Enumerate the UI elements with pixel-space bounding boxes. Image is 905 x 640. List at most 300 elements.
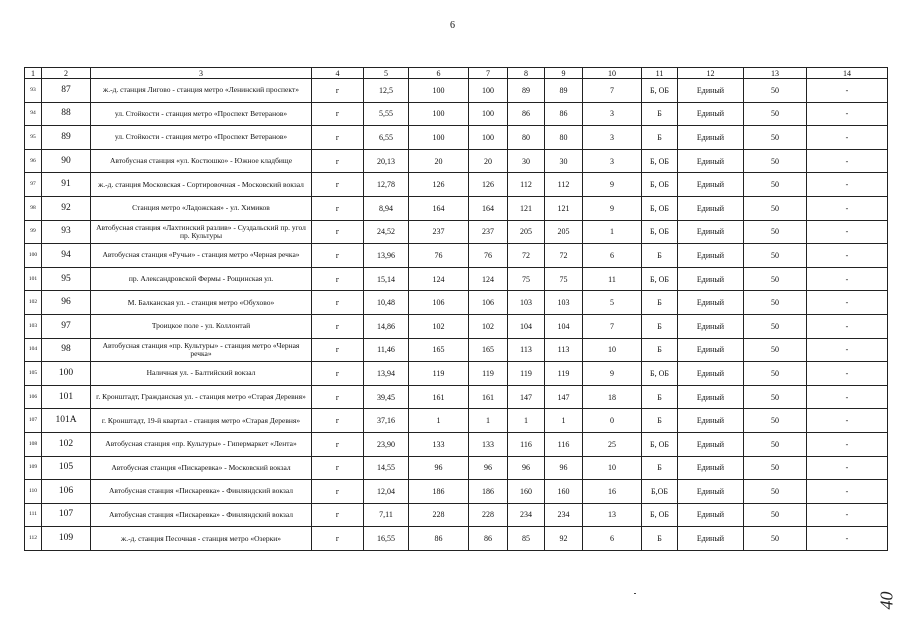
table-cell: 7,11 (364, 503, 409, 527)
table-cell: 106 (469, 291, 508, 315)
table-cell: 3 (583, 102, 642, 126)
column-number-cell: 13 (744, 68, 807, 79)
table-cell: 112 (25, 527, 42, 551)
table-cell: Б, ОБ (642, 362, 678, 386)
table-cell: 50 (744, 314, 807, 338)
table-cell: 108 (25, 432, 42, 456)
table-cell: 100 (409, 102, 469, 126)
table-cell: Единый (678, 409, 744, 433)
table-cell: Единый (678, 291, 744, 315)
table-cell: 30 (508, 149, 545, 173)
table-cell: г (312, 267, 364, 291)
table-cell: ул. Стойкости - станция метро «Проспект Ветеранов» (91, 126, 312, 150)
table-cell: - (807, 196, 888, 220)
table-cell: 8,94 (364, 196, 409, 220)
table-cell: 100 (25, 244, 42, 268)
table-cell: 98 (42, 338, 91, 362)
routes-table (24, 67, 888, 551)
table-cell: 80 (508, 126, 545, 150)
table-cell: 97 (25, 173, 42, 197)
table-row (25, 244, 888, 268)
table-cell: 15,14 (364, 267, 409, 291)
scan-speck (634, 593, 636, 594)
table-cell: 76 (409, 244, 469, 268)
table-cell: Б, ОБ (642, 503, 678, 527)
table-cell: 126 (409, 173, 469, 197)
table-cell: 104 (545, 314, 583, 338)
table-cell: 89 (42, 126, 91, 150)
table-cell: 6 (583, 244, 642, 268)
table-cell: 9 (583, 362, 642, 386)
table-cell: 20 (409, 149, 469, 173)
table-cell: г (312, 480, 364, 504)
table-cell: 88 (42, 102, 91, 126)
table-cell: 50 (744, 126, 807, 150)
table-cell: 107 (42, 503, 91, 527)
table-cell: 133 (469, 432, 508, 456)
table-cell: 165 (409, 338, 469, 362)
table-cell: 50 (744, 362, 807, 386)
table-cell: Б (642, 102, 678, 126)
table-cell: Б, ОБ (642, 149, 678, 173)
table-cell: - (807, 456, 888, 480)
table-cell: 50 (744, 267, 807, 291)
table-cell: 92 (545, 527, 583, 551)
table-cell: 102 (25, 291, 42, 315)
table-cell: Б (642, 244, 678, 268)
table-cell: Б, ОБ (642, 220, 678, 244)
table-cell: 11,46 (364, 338, 409, 362)
table-cell: 1 (545, 409, 583, 433)
table-cell: 186 (469, 480, 508, 504)
table-cell: 50 (744, 456, 807, 480)
table-cell: 133 (409, 432, 469, 456)
table-cell: 95 (25, 126, 42, 150)
table-cell: пр. Александровской Фермы - Рощинская ул. (91, 267, 312, 291)
table-cell: 9 (583, 196, 642, 220)
table-cell: 103 (25, 314, 42, 338)
table-cell: Б (642, 527, 678, 551)
table-cell: 99 (25, 220, 42, 244)
table-cell: 186 (409, 480, 469, 504)
table-cell: 102 (42, 432, 91, 456)
table-cell: 160 (508, 480, 545, 504)
table-cell: г (312, 456, 364, 480)
table-cell: 90 (42, 149, 91, 173)
table-cell: - (807, 244, 888, 268)
table-cell: 96 (409, 456, 469, 480)
table-cell: 0 (583, 409, 642, 433)
table-cell: 13,96 (364, 244, 409, 268)
table-row (25, 126, 888, 150)
table-cell: 237 (409, 220, 469, 244)
table-cell: 87 (42, 79, 91, 103)
table-cell: 16 (583, 480, 642, 504)
table-row (25, 338, 888, 362)
table-cell: 85 (508, 527, 545, 551)
table-cell: 3 (583, 126, 642, 150)
table-cell: - (807, 102, 888, 126)
table-cell: 37,16 (364, 409, 409, 433)
table-cell: Б (642, 314, 678, 338)
page-number: 6 (450, 20, 455, 31)
table-cell: 72 (545, 244, 583, 268)
table-cell: - (807, 480, 888, 504)
table-cell: Б (642, 126, 678, 150)
table-cell: М. Балканская ул. - станция метро «Обухово» (91, 291, 312, 315)
table-cell: 13 (583, 503, 642, 527)
table-cell: 86 (545, 102, 583, 126)
table-cell: 164 (469, 196, 508, 220)
table-cell: г (312, 79, 364, 103)
table-cell: - (807, 220, 888, 244)
column-number-cell: 6 (409, 68, 469, 79)
table-cell: 12,5 (364, 79, 409, 103)
table-cell: 72 (508, 244, 545, 268)
table-cell: 124 (469, 267, 508, 291)
table-cell: Автобусная станция «Пискаревка» - Финляндский вокзал (91, 503, 312, 527)
table-cell: - (807, 362, 888, 386)
table-cell: 50 (744, 527, 807, 551)
table-cell: 76 (469, 244, 508, 268)
table-cell: 100 (469, 79, 508, 103)
table-cell: 10 (583, 338, 642, 362)
table-cell: 95 (42, 267, 91, 291)
table-cell: 11 (583, 267, 642, 291)
table-cell: 50 (744, 102, 807, 126)
table-cell: - (807, 409, 888, 433)
table-cell: 160 (545, 480, 583, 504)
table-cell: 6 (583, 527, 642, 551)
table-row (25, 173, 888, 197)
table-cell: 6,55 (364, 126, 409, 150)
table-row (25, 385, 888, 409)
table-cell: г (312, 409, 364, 433)
table-cell: - (807, 173, 888, 197)
table-cell: 100 (409, 79, 469, 103)
table-cell: Единый (678, 432, 744, 456)
table-cell: Единый (678, 79, 744, 103)
column-number-cell: 5 (364, 68, 409, 79)
table-cell: 30 (545, 149, 583, 173)
table-cell: 147 (508, 385, 545, 409)
table-cell: 116 (508, 432, 545, 456)
table-row (25, 432, 888, 456)
table-cell: Единый (678, 456, 744, 480)
table-cell: Автобусная станция «пр. Культуры» - Гипермаркет «Лента» (91, 432, 312, 456)
table-cell: г. Кронштадт, Гражданская ул. - станция метро «Старая Деревня» (91, 385, 312, 409)
table-row (25, 79, 888, 103)
table-row (25, 267, 888, 291)
table-row (25, 314, 888, 338)
table-cell: 39,45 (364, 385, 409, 409)
table-cell: 98 (25, 196, 42, 220)
table-cell: 109 (42, 527, 91, 551)
table-cell: ж.-д. станция Московская - Сортировочная - Московский вокзал (91, 173, 312, 197)
table-row (25, 102, 888, 126)
table-cell: г (312, 291, 364, 315)
table-cell: 104 (508, 314, 545, 338)
column-number-cell: 9 (545, 68, 583, 79)
table-cell: 50 (744, 220, 807, 244)
table-cell: 110 (25, 480, 42, 504)
table-row (25, 527, 888, 551)
table-cell: Б, ОБ (642, 79, 678, 103)
table-cell: г (312, 362, 364, 386)
table-cell: 12,04 (364, 480, 409, 504)
table-cell: 121 (545, 196, 583, 220)
table-cell: Единый (678, 267, 744, 291)
column-number-cell: 14 (807, 68, 888, 79)
table-cell: г (312, 432, 364, 456)
column-number-cell: 4 (312, 68, 364, 79)
table-cell: 5 (583, 291, 642, 315)
table-cell: 101А (42, 409, 91, 433)
table-cell: Автобусная станция «Лахтинский разлив» - Суздальский пр. угол пр. Культуры (91, 220, 312, 244)
table-cell: 105 (25, 362, 42, 386)
table-cell: 20 (469, 149, 508, 173)
table-cell: - (807, 291, 888, 315)
table-cell: 92 (42, 196, 91, 220)
table-row (25, 196, 888, 220)
table-cell: 106 (42, 480, 91, 504)
table-row (25, 220, 888, 244)
table-cell: Единый (678, 126, 744, 150)
table-cell: Б (642, 456, 678, 480)
table-cell: 100 (469, 126, 508, 150)
table-cell: Б,ОБ (642, 480, 678, 504)
table-row (25, 149, 888, 173)
table-cell: 50 (744, 149, 807, 173)
table-cell: 10,48 (364, 291, 409, 315)
table-cell: 1 (469, 409, 508, 433)
table-cell: Единый (678, 385, 744, 409)
table-cell: 104 (25, 338, 42, 362)
table-cell: Наличная ул. - Балтийский вокзал (91, 362, 312, 386)
table-row (25, 503, 888, 527)
table-cell: 80 (545, 126, 583, 150)
table-cell: 50 (744, 385, 807, 409)
table-cell: Единый (678, 244, 744, 268)
table-cell: г (312, 196, 364, 220)
table-cell: 112 (545, 173, 583, 197)
table-cell: - (807, 385, 888, 409)
table-cell: г (312, 244, 364, 268)
table-cell: 228 (469, 503, 508, 527)
table-cell: 91 (42, 173, 91, 197)
table-cell: г (312, 149, 364, 173)
table-cell: 119 (409, 362, 469, 386)
table-cell: 228 (409, 503, 469, 527)
column-number-cell: 8 (508, 68, 545, 79)
table-cell: 50 (744, 409, 807, 433)
table-cell: ул. Стойкости - станция метро «Проспект Ветеранов» (91, 102, 312, 126)
table-cell: 12,78 (364, 173, 409, 197)
table-cell: 75 (545, 267, 583, 291)
table-cell: Б (642, 291, 678, 315)
column-number-cell: 3 (91, 68, 312, 79)
table-cell: Станция метро «Ладожская» - ул. Химиков (91, 196, 312, 220)
table-cell: 102 (469, 314, 508, 338)
table-cell: 1 (583, 220, 642, 244)
table-cell: 116 (545, 432, 583, 456)
table-cell: 50 (744, 338, 807, 362)
table-cell: - (807, 338, 888, 362)
column-number-cell: 10 (583, 68, 642, 79)
table-cell: 96 (469, 456, 508, 480)
table-cell: Б (642, 338, 678, 362)
table-cell: 234 (545, 503, 583, 527)
table-cell: Единый (678, 338, 744, 362)
table-cell: Единый (678, 196, 744, 220)
table-cell: 89 (508, 79, 545, 103)
table-cell: 161 (409, 385, 469, 409)
table-cell: 93 (25, 79, 42, 103)
table-cell: 50 (744, 291, 807, 315)
table-cell: г (312, 527, 364, 551)
table-cell: - (807, 79, 888, 103)
table-cell: Автобусная станция «Пискаревка» - Московский вокзал (91, 456, 312, 480)
table-cell: 106 (409, 291, 469, 315)
table-cell: 86 (469, 527, 508, 551)
table-cell: 94 (42, 244, 91, 268)
table-cell: 94 (25, 102, 42, 126)
table-cell: 13,94 (364, 362, 409, 386)
table-cell: Единый (678, 173, 744, 197)
table-cell: 205 (508, 220, 545, 244)
table-cell: 121 (508, 196, 545, 220)
table-cell: 3 (583, 149, 642, 173)
table-cell: 119 (469, 362, 508, 386)
table-cell: 96 (25, 149, 42, 173)
table-row (25, 456, 888, 480)
table-cell: 147 (545, 385, 583, 409)
table-cell: Троицкое поле - ул. Коллонтай (91, 314, 312, 338)
table-cell: 1 (409, 409, 469, 433)
table-cell: - (807, 126, 888, 150)
table-cell: 112 (508, 173, 545, 197)
table-cell: 14,55 (364, 456, 409, 480)
table-cell: Единый (678, 314, 744, 338)
table-cell: 23,90 (364, 432, 409, 456)
table-cell: 89 (545, 79, 583, 103)
table-cell: 50 (744, 503, 807, 527)
table-cell: Б (642, 385, 678, 409)
table-cell: 96 (545, 456, 583, 480)
table-cell: г (312, 314, 364, 338)
table-cell: г (312, 173, 364, 197)
table-cell: г. Кронштадт, 19-й квартал - станция метро «Старая Деревня» (91, 409, 312, 433)
column-number-cell: 12 (678, 68, 744, 79)
table-cell: Б, ОБ (642, 432, 678, 456)
table-cell: 96 (508, 456, 545, 480)
table-cell: - (807, 149, 888, 173)
column-number-cell: 1 (25, 68, 42, 79)
table-cell: 24,52 (364, 220, 409, 244)
table-row (25, 409, 888, 433)
table-cell: 50 (744, 244, 807, 268)
table-cell: 124 (409, 267, 469, 291)
table-cell: ж.-д. станция Лигово - станция метро «Ленинский проспект» (91, 79, 312, 103)
table-cell: 205 (545, 220, 583, 244)
table-cell: 113 (508, 338, 545, 362)
table-cell: 101 (25, 267, 42, 291)
table-cell: г (312, 102, 364, 126)
table-cell: - (807, 267, 888, 291)
table-cell: Автобусная станция «пр. Культуры» - станция метро «Черная речка» (91, 338, 312, 362)
table-cell: г (312, 338, 364, 362)
table-cell: 14,86 (364, 314, 409, 338)
table-cell: г (312, 503, 364, 527)
table-cell: 25 (583, 432, 642, 456)
table-cell: ж.-д. станция Песочная - станция метро «Озерки» (91, 527, 312, 551)
table-cell: Автобусная станция «Ручьи» - станция метро «Черная речка» (91, 244, 312, 268)
table-cell: - (807, 503, 888, 527)
table-cell: 20,13 (364, 149, 409, 173)
table-cell: Б, ОБ (642, 267, 678, 291)
table-cell: 164 (409, 196, 469, 220)
table-cell: Единый (678, 220, 744, 244)
table-cell: 9 (583, 173, 642, 197)
table-cell: 1 (508, 409, 545, 433)
table-cell: 16,55 (364, 527, 409, 551)
table-cell: 86 (409, 527, 469, 551)
table-row (25, 291, 888, 315)
table-cell: 107 (25, 409, 42, 433)
table-cell: 93 (42, 220, 91, 244)
table-cell: 50 (744, 196, 807, 220)
table-cell: 75 (508, 267, 545, 291)
table-cell: 7 (583, 314, 642, 338)
table-cell: - (807, 432, 888, 456)
table-cell: Автобусная станция «Пискаревка» - Финляндский вокзал (91, 480, 312, 504)
table-cell: 97 (42, 314, 91, 338)
column-number-cell: 11 (642, 68, 678, 79)
table-cell: Б, ОБ (642, 173, 678, 197)
table-row (25, 480, 888, 504)
table-cell: Единый (678, 362, 744, 386)
table-cell: 161 (469, 385, 508, 409)
table-cell: 5,55 (364, 102, 409, 126)
table-cell: 234 (508, 503, 545, 527)
table-cell: 119 (508, 362, 545, 386)
table-cell: 165 (469, 338, 508, 362)
table-cell: - (807, 314, 888, 338)
table-cell: 126 (469, 173, 508, 197)
table-cell: Единый (678, 480, 744, 504)
table-cell: 10 (583, 456, 642, 480)
table-cell: 100 (469, 102, 508, 126)
table-cell: 50 (744, 480, 807, 504)
handwritten-page-mark: 40 (876, 591, 897, 610)
table-cell: 103 (508, 291, 545, 315)
table-cell: 109 (25, 456, 42, 480)
table-cell: - (807, 527, 888, 551)
column-number-cell: 7 (469, 68, 508, 79)
table-cell: 119 (545, 362, 583, 386)
table-cell: 113 (545, 338, 583, 362)
table-cell: 96 (42, 291, 91, 315)
table-cell: Автобусная станция «ул. Костюшко» - Южное кладбище (91, 149, 312, 173)
table-cell: 7 (583, 79, 642, 103)
table-cell: г (312, 220, 364, 244)
table-cell: 86 (508, 102, 545, 126)
table-cell: Б (642, 409, 678, 433)
table-cell: Единый (678, 102, 744, 126)
table-cell: 106 (25, 385, 42, 409)
table-cell: 102 (409, 314, 469, 338)
table-cell: г (312, 126, 364, 150)
